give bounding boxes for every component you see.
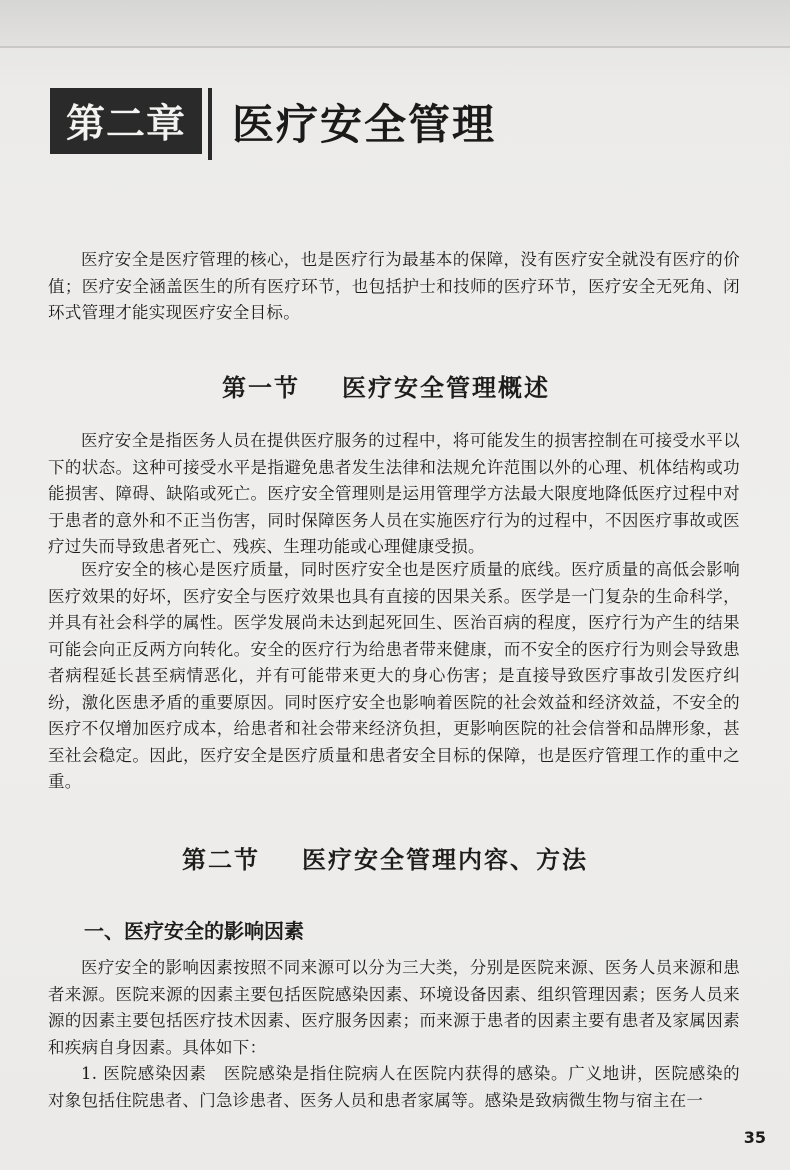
section-1-heading	[222, 368, 550, 403]
intro-paragraph: 医疗安全是医疗管理的核心，也是医疗行为最基本的保障，没有医疗安全就没有医疗的价值；医疗安全涵盖医生的所有医疗环节，也包括护士和技师的医疗环节，医疗安全无死角、闭环式管理才能实现医疗安全目标。	[48, 250, 740, 322]
section-2-title: 医疗安全管理内容、方法	[302, 845, 588, 874]
section-1-title: 医疗安全管理概述	[342, 373, 550, 402]
section-2-heading	[182, 840, 588, 875]
chapter-divider-bar	[208, 88, 212, 160]
page-number: 35	[743, 1128, 766, 1147]
chapter-label: 第二章	[50, 88, 202, 154]
section-2-paragraph-2: 1. 医院感染因素 医院感染是指住院病人在医院内获得的感染。广义地讲，医院感染的对象包括住院患者、门急诊患者、医务人员和患者家属等。感染是致病微生物与宿主在一	[48, 1064, 740, 1110]
section-1-paragraph-2: 医疗安全的核心是医疗质量，同时医疗安全也是医疗质量的底线。医疗质量的高低会影响医疗效果的好坏，医疗安全与医疗效果也具有直接的因果关系。医学是一门复杂的生命科学，并具有社会科学的属性。医学发展尚未达到起死回生、医治百病的程度，医疗行为产生的结果可能会向正反两方向转化。安全的医疗行为给患者带来健康，而不安全的医疗行为则会导致患者病程延长甚至病情恶化，并有可能带来更大的身心伤害；是直接导致医疗事故引发医疗纠纷，激化医患矛盾的重要原因。同时医疗安全也影响着医院的社会效益和经济效益，不安全的医疗不仅增加医疗成本，给患者和社会带来经济负担，更影响医院的社会信誉和品牌形象，甚至社会稳定。因此，医疗安全是医疗质量和患者安全目标的保障，也是医疗管理工作的重中之重。	[48, 560, 740, 791]
chapter-title: 医疗安全管理	[232, 100, 497, 149]
running-header	[0, 0, 790, 46]
section-2-paragraph-1: 医疗安全的影响因素按照不同来源可以分为三大类，分别是医院来源、医务人员来源和患者来源。医院来源的因素主要包括医院感染因素、环境设备因素、组织管理因素；医务人员来源的因素主要包括医疗技术因素、医疗服务因素；而来源于患者的因素主要有患者及家属因素和疾病自身因素。具体如下：	[48, 958, 740, 1057]
section-1-paragraph-1: 医疗安全是指医务人员在提供医疗服务的过程中，将可能发生的损害控制在可接受水平以下的状态。这种可接受水平是指避免患者发生法律和法规允许范围以外的心理、机体结构或功能损害、障碍、缺陷或死亡。医疗安全管理则是运用管理学方法最大限度地降低医疗过程中对于患者的意外和不正当伤害，同时保障医务人员在实施医疗行为的过程中，不因医疗事故或医疗过失而导致患者死亡、残疾、生理功能或心理健康受损。	[48, 431, 740, 556]
section-1-number: 第一节	[222, 373, 300, 402]
subsection-heading: 一、医疗安全的影响因素	[84, 919, 304, 943]
header-divider	[0, 46, 790, 48]
section-2-number: 第二节	[182, 845, 260, 874]
